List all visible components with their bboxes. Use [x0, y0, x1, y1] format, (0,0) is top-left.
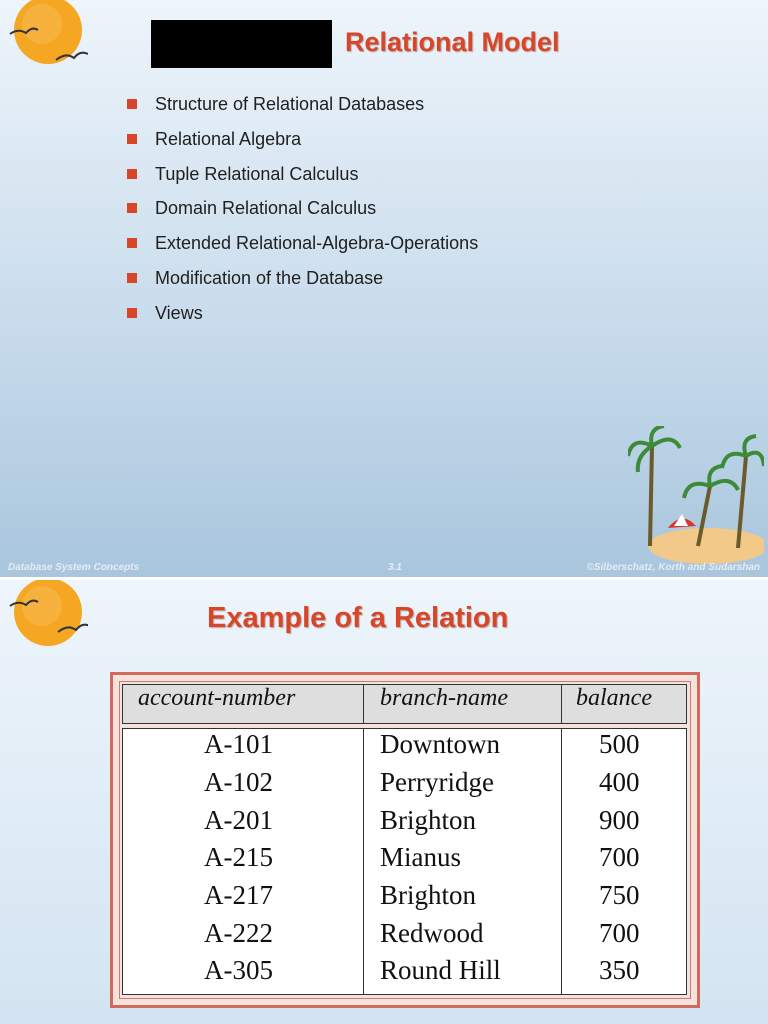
- table-cell: 400: [599, 767, 640, 797]
- table-cell: Mianus: [380, 842, 461, 872]
- table-cell: A-305: [204, 955, 273, 985]
- footer-book-title: Database System Concepts: [8, 562, 140, 573]
- column-divider: [561, 684, 562, 724]
- table-cell: Downtown: [380, 729, 500, 759]
- square-bullet-icon: [127, 203, 137, 213]
- table-cell: 350: [599, 955, 640, 985]
- table-cell: Brighton: [380, 805, 477, 835]
- table-cell: Brighton: [380, 880, 477, 910]
- column-divider: [363, 684, 364, 724]
- bullet-item: [127, 196, 478, 231]
- bullet-text: Tuple Relational Calculus: [155, 163, 359, 184]
- slide-example-relation: [0, 580, 768, 1024]
- square-bullet-icon: [127, 308, 137, 318]
- column-divider: [363, 728, 364, 995]
- table-header-cell: account-number: [138, 685, 296, 711]
- bullet-text: Structure of Relational Databases: [155, 94, 425, 114]
- palm-island-icon: [628, 426, 764, 566]
- table-header-cell: branch-name: [380, 685, 508, 711]
- table-cell: 700: [599, 918, 640, 948]
- table-cell: A-222: [204, 918, 273, 948]
- table-cell: A-217: [204, 880, 273, 910]
- table-cell: 700: [599, 842, 640, 872]
- square-bullet-icon: [127, 134, 137, 144]
- table-cell: 900: [599, 805, 640, 835]
- bullet-item: [127, 162, 478, 197]
- table-cell: A-101: [204, 729, 273, 759]
- table-cell: A-102: [204, 767, 273, 797]
- table-cell: A-215: [204, 842, 273, 872]
- bullet-item: [127, 231, 478, 266]
- slide-title: Example of a Relation: [207, 602, 509, 634]
- bullet-item: [127, 92, 478, 127]
- bullet-text: Extended Relational-Algebra-Operations: [155, 233, 479, 254]
- sun-with-seagulls-icon: [8, 0, 88, 70]
- redaction-box: [151, 20, 332, 68]
- table-cell: 750: [599, 880, 640, 910]
- table-cell: Perryridge: [380, 767, 494, 797]
- table-cell: A-201: [204, 805, 273, 835]
- table-header-cell: balance: [576, 685, 652, 711]
- bullet-text: Modification of the Database: [155, 267, 384, 288]
- footer-slide-number: 3.1: [388, 562, 402, 573]
- bullet-item: [127, 266, 478, 301]
- bullet-list: [127, 92, 478, 336]
- bullet-item: [127, 301, 478, 336]
- square-bullet-icon: [127, 169, 137, 179]
- slide-title: Relational Model: [345, 27, 560, 57]
- bullet-text: Relational Algebra: [155, 128, 302, 149]
- bullet-text: Views: [155, 302, 203, 323]
- table-cell: Round Hill: [380, 955, 501, 985]
- square-bullet-icon: [127, 273, 137, 283]
- column-divider: [561, 728, 562, 995]
- footer-copyright: ©Silberschatz, Korth and Sudarshan: [586, 562, 760, 573]
- bullet-item: [127, 127, 478, 162]
- table-cell: Redwood: [380, 918, 484, 948]
- table-cell: 500: [599, 729, 640, 759]
- square-bullet-icon: [127, 238, 137, 248]
- bullet-text: Domain Relational Calculus: [155, 198, 377, 219]
- sun-with-seagulls-icon: [8, 580, 88, 650]
- square-bullet-icon: [127, 99, 137, 109]
